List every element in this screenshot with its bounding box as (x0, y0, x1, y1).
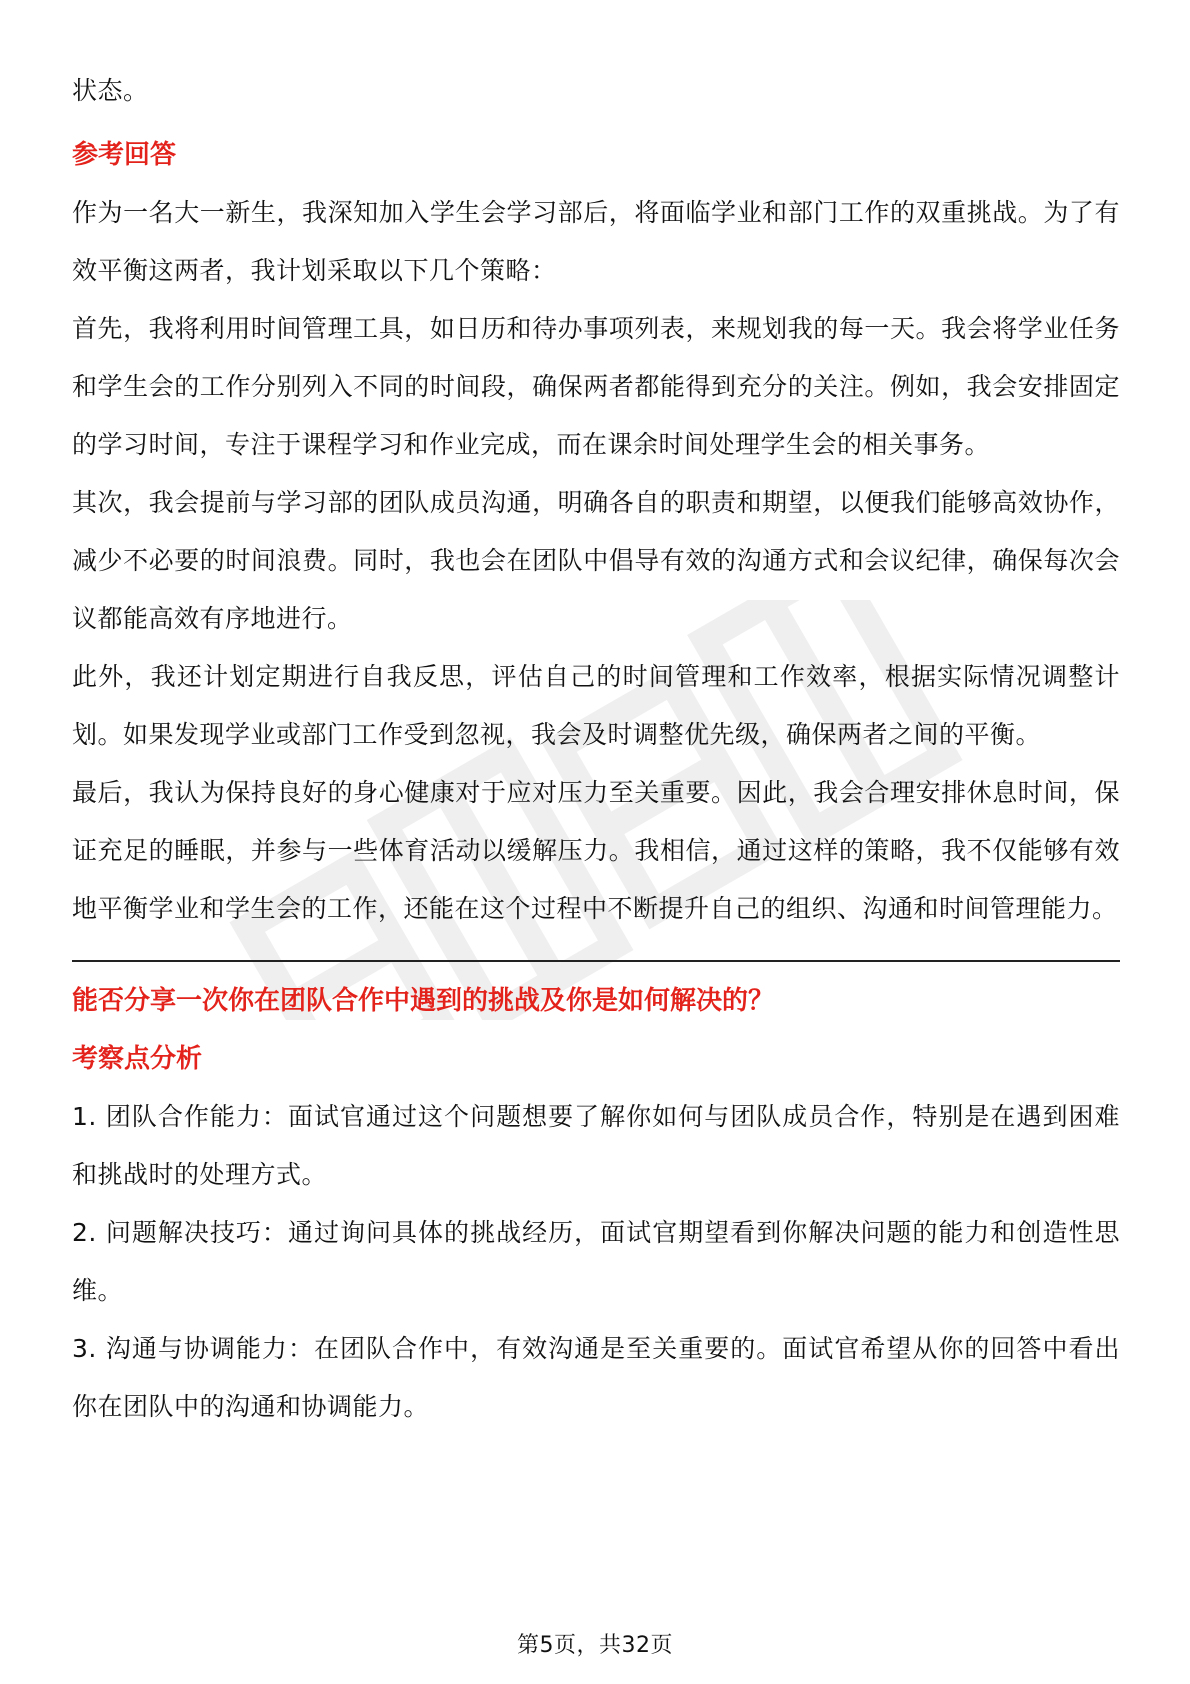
section-divider (72, 960, 1120, 962)
analysis-point: 1. 团队合作能力：面试官通过这个问题想要了解你如何与团队成员合作，特别是在遇到困难和挑战时的处理方式。 (72, 1102, 1120, 1189)
paragraph-continued: 状态。 (72, 76, 149, 105)
answer-paragraph: 最后，我认为保持良好的身心健康对于应对压力至关重要。因此，我会合理安排休息时间，保证充足的睡眠，并参与一些体育活动以缓解压力。我相信，通过这样的策略，我不仅能够有效地平衡学业和学生会的工作，还能在这个过程中不断提升自己的组织、沟通和时间管理能力。 (72, 778, 1120, 923)
analysis-point: 2. 问题解决技巧：通过询问具体的挑战经历，面试官期望看到你解决问题的能力和创造性思维。 (72, 1218, 1120, 1305)
page-footer-number: 第5页，共32页 (517, 1633, 673, 1658)
answer-paragraph: 作为一名大一新生，我深知加入学生会学习部后，将面临学业和部门工作的双重挑战。为了有效平衡这两者，我计划采取以下几个策略： (72, 198, 1120, 285)
question-title: 能否分享一次你在团队合作中遇到的挑战及你是如何解决的？ (72, 986, 775, 1016)
answer-paragraph: 其次，我会提前与学习部的团队成员沟通，明确各自的职责和期望，以便我们能够高效协作，减少不必要的时间浪费。同时，我也会在团队中倡导有效的沟通方式和会议纪律，确保每次会议都能高效有序地进行。 (72, 488, 1120, 633)
answer-paragraph: 此外，我还计划定期进行自我反思，评估自己的时间管理和工作效率，根据实际情况调整计划。如果发现学业或部门工作受到忽视，我会及时调整优先级，确保两者之间的平衡。 (72, 662, 1120, 749)
page-content (72, 62, 1120, 1436)
analysis-point: 3. 沟通与协调能力：在团队合作中，有效沟通是至关重要的。面试官希望从你的回答中看出你在团队中的沟通和协调能力。 (72, 1334, 1120, 1421)
section-heading-reference-answer: 参考回答 (72, 140, 177, 170)
section-heading-analysis: 考察点分析 (72, 1044, 203, 1074)
answer-paragraph: 首先，我将利用时间管理工具，如日历和待办事项列表，来规划我的每一天。我会将学业任务和学生会的工作分别列入不同的时间段，确保两者都能得到充分的关注。例如，我会安排固定的学习时间，专注于课程学习和作业完成，而在课余时间处理学生会的相关事务。 (72, 314, 1120, 459)
